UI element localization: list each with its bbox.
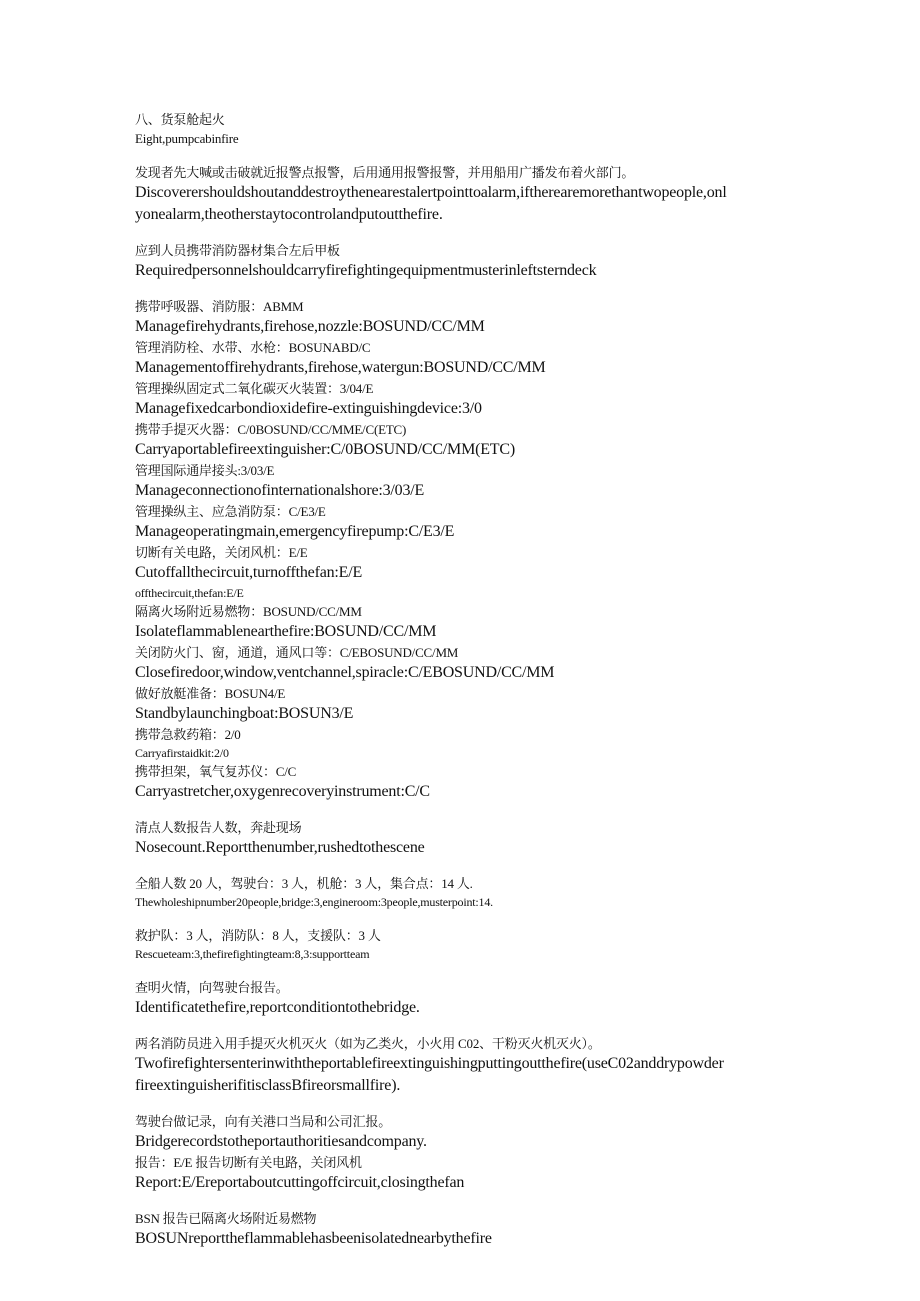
duty-cn: 携带呼吸器、消防服：ABMM	[135, 299, 304, 314]
para-nosecount-en: Nosecount.Reportthenumber,rushedtothescene	[135, 839, 425, 856]
para-discover-cn: 发现者先大喊或击破就近报警点报警，后用通用报警报警，并用船用广播发布着火部门。	[135, 165, 635, 180]
duty-en: Closefiredoor,window,ventchannel,spiracle:C/EBOSUND/CC/MM	[135, 664, 555, 681]
duty-en: Managementoffirehydrants,firehose,watergun:BOSUND/CC/MM	[135, 359, 546, 376]
duty-en: Managefixedcarbondioxidefire-extinguishingdevice:3/0	[135, 400, 482, 417]
para-teams-cn: 救护队：3 人，消防队：8 人，支援队：3 人	[135, 928, 381, 943]
duty-cn: 管理消防栓、水带、水枪：BOSUNABD/C	[135, 340, 371, 355]
duty-en: Cutoffallthecircuit,turnoffthefan:E/E	[135, 564, 363, 581]
stretcher-en: Carryastretcher,oxygenrecoveryinstrument:C/C	[135, 783, 430, 800]
duty-en: Standbylaunchingboat:BOSUN3/E	[135, 705, 354, 722]
duty-cn: 管理国际通岸接头:3/03/E	[135, 463, 275, 478]
duty-cn: 做好放艇准备：BOSUN4/E	[135, 686, 286, 701]
para-identify-cn: 查明火情，向驾驶台报告。	[135, 980, 289, 995]
para-bridge-en: Bridgerecordstotheportauthoritiesandcompany.	[135, 1133, 427, 1150]
para-muster-en: Requiredpersonnelshouldcarryfirefightingequipmentmusterinleftsterndeck	[135, 262, 597, 279]
duty-en: Carryaportablefireextinguisher:C/0BOSUND/CC/MM(ETC)	[135, 441, 515, 458]
para-report-en: Report:E/Ereportaboutcuttingoffcircuit,closingthefan	[135, 1174, 465, 1191]
para-headcount-en: Thewholeshipnumber20people,bridge:3,engineroom:3people,musterpoint:14.	[135, 895, 493, 909]
para-headcount-cn: 全船人数 20 人，驾驶台：3 人，机舱：3 人，集合点：14 人.	[135, 876, 473, 891]
para-muster-cn: 应到人员携带消防器材集合左后甲板	[135, 243, 340, 258]
duty-note-en: offthecircuit,thefan:E/E	[135, 586, 244, 600]
duty-cn: 关闭防火门、窗，通道，通风口等：C/EBOSUND/CC/MM	[135, 645, 459, 660]
para-report-cn: 报告：E/E 报告切断有关电路，关闭风机	[135, 1155, 362, 1170]
stretcher-cn: 携带担架，氧气复苏仪：C/C	[135, 764, 297, 779]
duty-en: Manageoperatingmain,emergencyfirepump:C/E3/E	[135, 523, 455, 540]
duty-cn: 管理操纵主、应急消防泵：C/E3/E	[135, 504, 326, 519]
duty-cn: 管理操纵固定式二氧化碳灭火装置：3/04/E	[135, 381, 374, 396]
section-title-en: Eight,pumpcabinfire	[135, 131, 239, 146]
duty-cn: 切断有关电路，关闭风机：E/E	[135, 545, 308, 560]
para-nosecount-cn: 清点人数报告人数，奔赴现场	[135, 820, 302, 835]
para-bsn-cn: BSN 报告已隔离火场附近易燃物	[135, 1211, 317, 1226]
duty-cn: 隔离火场附近易燃物：BOSUND/CC/MM	[135, 604, 362, 619]
para-teams-en: Rescueteam:3,thefirefightingteam:8,3:supportteam	[135, 947, 370, 961]
duty-cn: 携带手提灭火器：C/0BOSUND/CC/MME/C(ETC)	[135, 422, 407, 437]
para-firefighters-cn: 两名消防员进入用手提灭火机灭火（如为乙类火，小火用 C02、干粉灭火机灭火）。	[135, 1036, 601, 1051]
document-page	[135, 110, 795, 1250]
firstaid-cn: 携带急救药箱：2/0	[135, 727, 241, 742]
duty-en: Manageconnectionofinternationalshore:3/03/E	[135, 482, 425, 499]
para-firefighters-en-2: fireextinguisherifitisclassBfireorsmallfire).	[135, 1077, 401, 1094]
duty-en: Managefirehydrants,firehose,nozzle:BOSUND/CC/MM	[135, 318, 485, 335]
para-bridge-cn: 驾驶台做记录，向有关港口当局和公司汇报。	[135, 1114, 392, 1129]
para-identify-en: Identificatethefire,reportconditiontothebridge.	[135, 999, 420, 1016]
duty-en: Isolateflammablenearthefire:BOSUND/CC/MM	[135, 623, 437, 640]
firstaid-en: Carryafirstaidkit:2/0	[135, 746, 229, 760]
section-title-cn: 八、货泵舱起火	[135, 112, 225, 127]
para-discover-en-2: yonealarm,theotherstaytocontrolandputoutthefire.	[135, 206, 443, 223]
para-bsn-en: BOSUNreporttheflammablehasbeenisolatednearbythefire	[135, 1230, 492, 1247]
para-firefighters-en-1: Twofirefightersenterinwiththeportablefireextinguishingputtingoutthefire(useC02anddrypowder	[135, 1055, 724, 1072]
para-discover-en-1: Discoverershouldshoutanddestroythenearestalertpointtoalarm,iftherearemorethantwopeople,onl	[135, 184, 727, 201]
